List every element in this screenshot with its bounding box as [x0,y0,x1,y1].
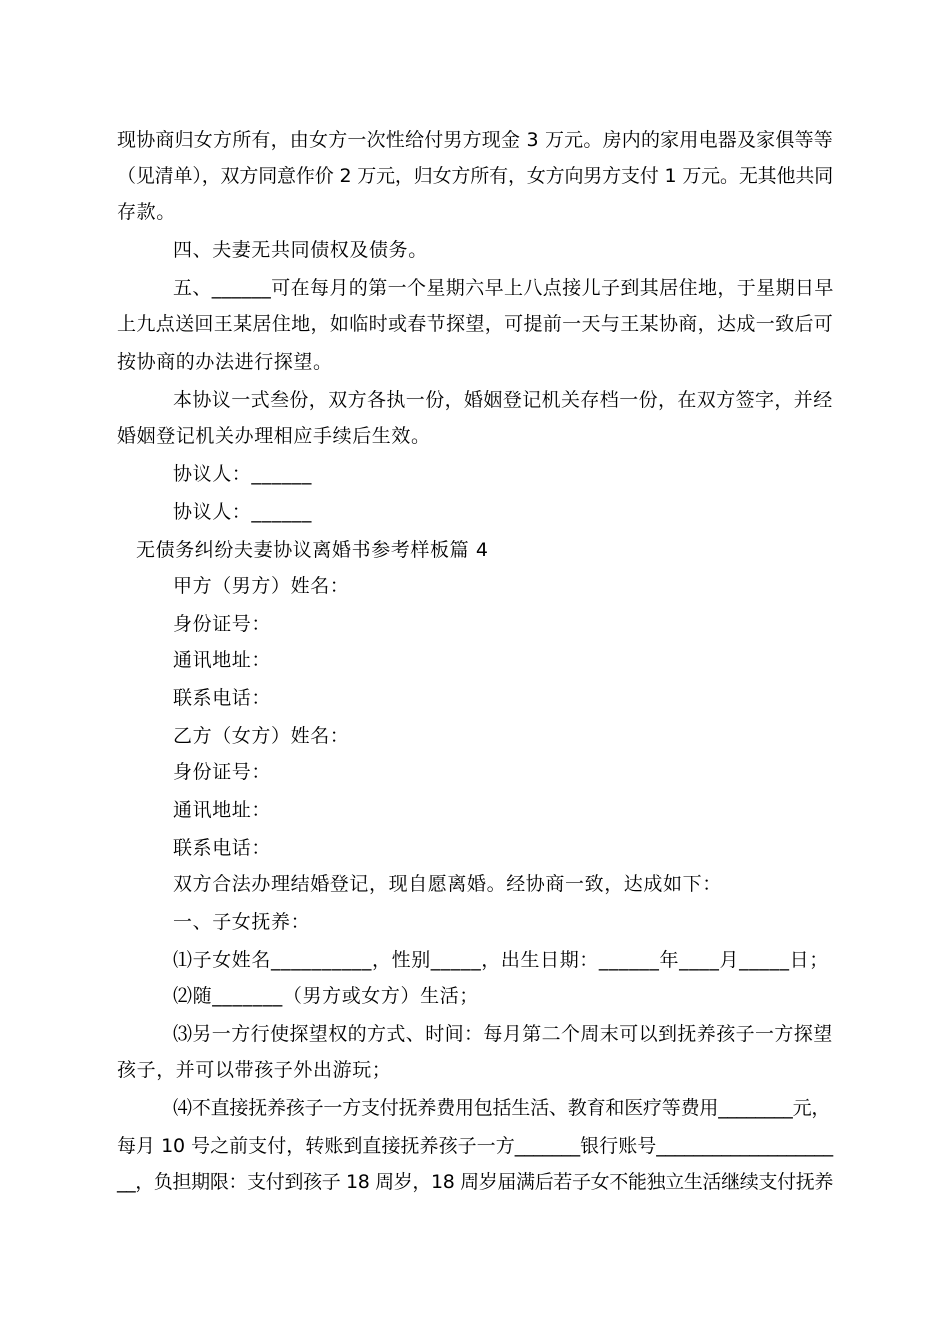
form-field-label: 乙方（女方）姓名： [173,725,350,747]
form-field-label: 甲方（男方）姓名： [173,575,350,597]
paragraph-line: __，负担期限：支付到孩子 18 周岁，18 周岁届满后若子女不能独立生活继续支付抚养 [117,1171,833,1193]
form-field-label: 联系电话： [173,837,272,859]
section-heading: 一、子女抚养： [173,911,311,933]
paragraph-line: 存款。 [117,201,176,223]
list-item: ⑴子女姓名__________，性别_____，出生日期：______年____月_____日； [173,949,829,971]
signatory-line: 协议人：______ [173,501,313,523]
form-field-label: 通讯地址： [173,799,272,821]
paragraph-line: 双方合法办理结婚登记，现自愿离婚。经协商一致，达成如下： [173,873,722,895]
paragraph-line: 每月 10 号之前支付，转账到直接抚养孩子一方_______银行账号___________________ [117,1135,833,1157]
form-field-label: 联系电话： [173,687,272,709]
paragraph-line: （见清单），双方同意作价 2 万元，归女方所有，女方向男方支付 1 万元。无其他共同 [117,165,833,187]
paragraph-line: 婚姻登记机关办理相应手续后生效。 [117,425,431,447]
paragraph-line: 本协议一式叁份，双方各执一份，婚姻登记机关存档一份，在双方签字，并经 [173,389,833,411]
form-field-label: 身份证号： [173,761,272,783]
paragraph-line: 按协商的办法进行探望。 [117,351,333,373]
paragraph-line: 孩子，并可以带孩子外出游玩； [117,1059,392,1081]
document-title: 无债务纠纷夫妻协议离婚书参考样板篇 4 [136,539,489,561]
list-item: ⑶另一方行使探望权的方式、时间：每月第二个周末可以到抚养孩子一方探望 [173,1023,833,1045]
form-field-label: 通讯地址： [173,649,272,671]
list-item: ⑷不直接抚养孩子一方支付抚养费用包括生活、教育和医疗等费用________元， [173,1097,831,1119]
section-heading: 四、夫妻无共同债权及债务。 [173,239,428,261]
paragraph-line: 上九点送回王某居住地，如临时或春节探望，可提前一天与王某协商，达成一致后可 [117,313,833,335]
list-item: ⑵随_______（男方或女方）生活； [173,985,479,1007]
form-field-label: 身份证号： [173,613,272,635]
paragraph-line: 五、______可在每月的第一个星期六早上八点接儿子到其居住地，于星期日早 [173,277,834,299]
signatory-line: 协议人：______ [173,463,313,485]
paragraph-line: 现协商归女方所有，由女方一次性给付男方现金 3 万元。房内的家用电器及家俱等等 [117,129,833,151]
